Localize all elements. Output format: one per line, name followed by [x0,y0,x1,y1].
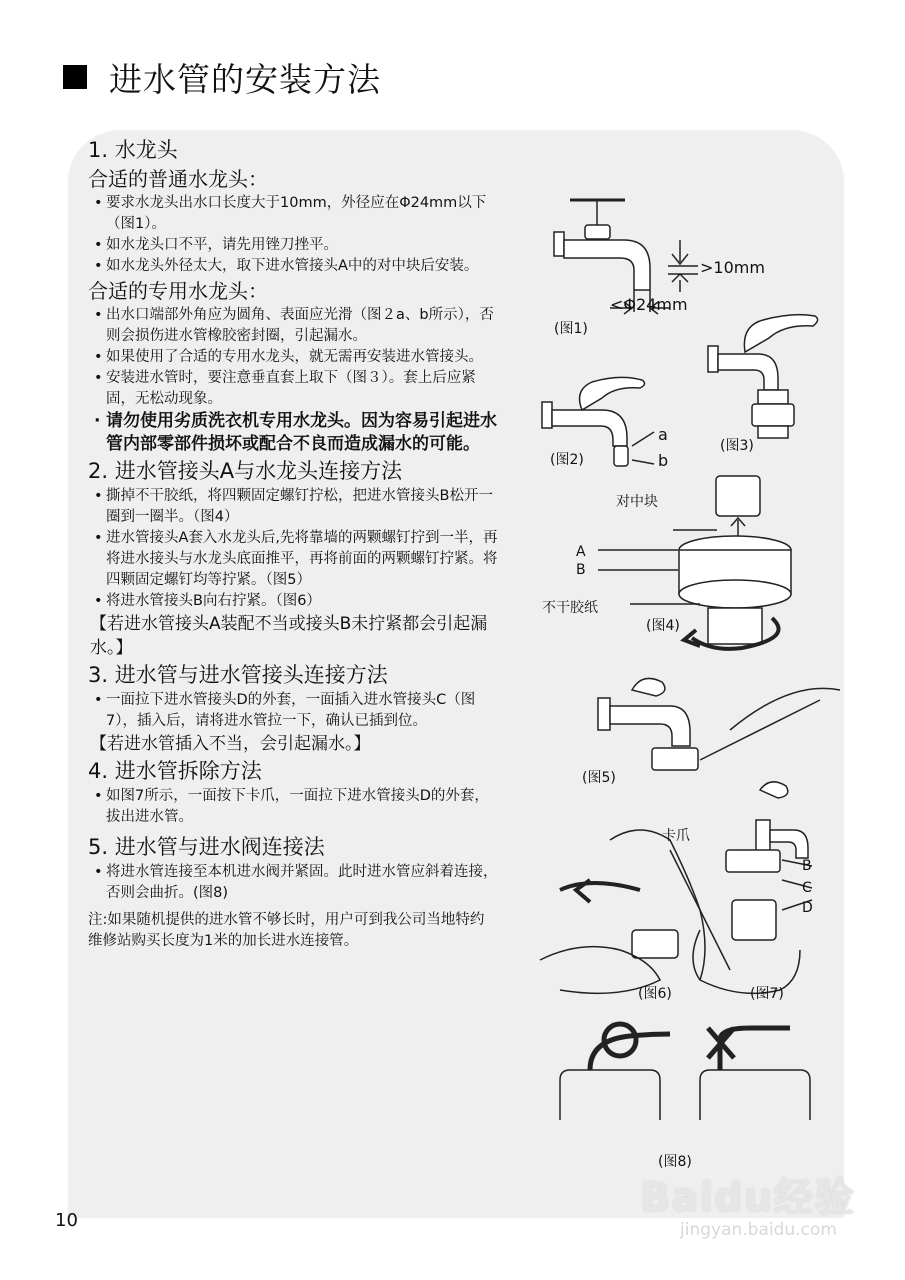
list-item: • 将进水管接头B向右拧紧。（图6） [94,591,498,612]
fig5-faucet-icon [598,678,840,770]
fig7-claw-label: 卡爪 [662,828,690,844]
section-2-list [88,486,498,612]
fig7-label: (图7) [750,986,784,1002]
fig4-tape-label: 不干胶纸 [542,600,598,616]
title-square-icon [63,65,87,89]
watermark-url: jingyan.baidu.com [680,1220,837,1240]
fig3-label: (图3) [720,438,754,454]
figures-illustration [520,170,860,1180]
fig4-a-label: A [576,544,586,560]
section-5-heading: 5. 进水管与进水阀连接法 [88,835,325,859]
fig6-label: (图6) [638,986,672,1002]
fig8-label: (图8) [658,1154,692,1170]
watermark [640,1160,870,1270]
fig4-b-label: B [576,562,586,578]
section-2-warning: 【若进水管接头A装配不当或接头B未拧紧都会引起漏水。】 [90,614,488,658]
list-item: • 如图7所示，一面按下卡爪，一面拉下进水管接头D的外套，拔出进水管。 [94,786,498,828]
fig4-label: (图4) [646,618,680,634]
fig7-d-label: D [802,900,813,916]
list-item: • 出水口端部外角应为圆角、表面应光滑（图２a、b所示），否则会损伤进水管橡胶密封圈，引起漏水。 [94,305,498,347]
instructions-column [88,135,498,952]
warning-item: · 请勿使用劣质洗衣机专用水龙头。因为容易引起进水管内部零部件损坏或配合不良而造成漏水的可能。 [94,410,498,456]
fig7-c-label: C [802,880,812,896]
watermark-brand: Baidu经验 [640,1175,856,1221]
page-title [63,52,381,102]
list-item: • 安装进水管时，要注意垂直套上取下（图３）。套上后应紧固，无松动现象。 [94,368,498,410]
section-3-heading: 3. 进水管与进水管接头连接方法 [88,663,388,687]
section-3-list [88,690,498,732]
title-text: 进水管的安装方法 [109,59,381,99]
fig7-b-label: B [802,858,812,874]
fig1-dim2-label: <Φ24mm [610,295,688,314]
list-item: • 如水龙头外径太大，取下进水管接头A中的对中块后安装。 [94,256,498,277]
fig1-dim1-label: >10mm [700,258,765,277]
list-item: • 将进水管连接至本机进水阀并紧固。此时进水管应斜着连接，否则会曲折。(图8) [94,862,498,904]
fig1-label: (图1) [554,321,588,337]
section-1-sub2-list [88,305,498,456]
fig3-faucet-icon [708,315,818,438]
section-1-sub1-list [88,193,498,277]
list-item: • 要求水龙头出水口长度大于10mm，外径应在Φ24mm以下（图1）。 [94,193,498,235]
list-item: • 一面拉下进水管接头D的外套，一面插入进水管接头C（图7），插入后，请将进水管拉一下，确认已插到位。 [94,690,498,732]
fig4-center-label: 对中块 [616,494,658,510]
fig6-hand-icon [540,830,705,993]
fig8-valve-icon [560,1024,810,1120]
section-5-list [88,862,498,904]
list-item: • 进水管接头A套入水龙头后,先将靠墙的两颗螺钉拧到一半，再将进水接头与水龙头底面推平，再将前面的两颗螺钉拧紧。将四颗固定螺钉均等拧紧。（图5） [94,528,498,591]
figures-column [520,170,860,1180]
list-item: • 如果使用了合适的专用水龙头，就无需再安装进水管接头。 [94,347,498,368]
section-4-list [88,786,498,828]
fig5-label: (图5) [582,770,616,786]
section-3-warning: 【若进水管插入不当，会引起漏水。】 [90,734,371,754]
section-5-note: 注:如果随机提供的进水管不够长时，用户可到我公司当地特约维修站购买长度为1米的加长进水连接管。 [88,912,485,949]
list-item: • 如水龙头口不平，请先用锉刀挫平。 [94,235,498,256]
section-1-heading: 1. 水龙头 [88,138,178,162]
page-number: 10 [55,1210,78,1231]
fig2-a-label: a [658,425,668,444]
fig2-label: (图2) [550,452,584,468]
section-2-heading: 2. 进水管接头A与水龙头连接方法 [88,459,403,483]
section-1-sub1: 合适的普通水龙头： [88,167,268,191]
section-4-heading: 4. 进水管拆除方法 [88,759,262,783]
list-item: • 撕掉不干胶纸，将四颗固定螺钉拧松，把进水管接头B松开一圈到一圈半。（图4） [94,486,498,528]
fig2-b-label: b [658,451,669,470]
section-1-sub2: 合适的专用水龙头： [88,279,268,303]
